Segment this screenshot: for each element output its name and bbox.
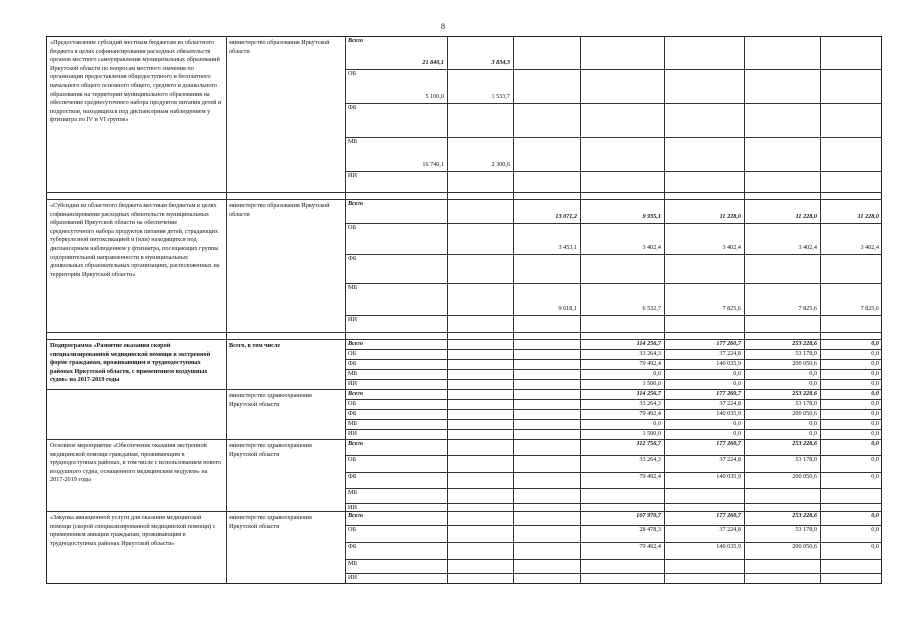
budget-value: 37 224,8: [719, 350, 741, 357]
budget-value: 140 035,9: [716, 410, 741, 417]
funding-source-label: ИИ: [348, 574, 357, 581]
table-rule: [345, 223, 882, 224]
funding-source-label: Всего: [348, 440, 363, 447]
budget-value: 177 260,7: [716, 340, 741, 347]
funding-source-label: МБ: [348, 284, 358, 291]
budget-value: 33 264,3: [639, 350, 661, 357]
budget-value: 79 492,4: [639, 360, 661, 367]
budget-value: 0,0: [871, 340, 879, 347]
table-rule: [345, 69, 882, 70]
budget-value: 0,0: [733, 370, 741, 377]
budget-value: 11 228,0: [857, 213, 879, 220]
funding-source-label: ФБ: [348, 360, 357, 367]
funding-source-label: ОБ: [348, 400, 357, 407]
table-rule: [820, 36, 821, 584]
funding-source-label: ФБ: [348, 255, 357, 262]
budget-value: 177 260,7: [716, 390, 741, 397]
funding-source-label: Всего: [348, 200, 363, 207]
funding-source-label: ФБ: [348, 410, 357, 417]
funding-source-label: ОБ: [348, 526, 357, 533]
budget-value: 0,0: [871, 390, 879, 397]
budget-value: 177 260,7: [716, 440, 741, 447]
table-rule: [46, 199, 882, 200]
executor-name: Всего, в том числе: [229, 342, 281, 349]
budget-value: 3 834,3: [491, 59, 510, 66]
budget-value: 3 402,4: [642, 244, 661, 251]
budget-value: 0,0: [871, 400, 879, 407]
budget-value: 1 500,0: [642, 430, 661, 437]
table-rule: [345, 171, 882, 172]
table-rule: [345, 137, 882, 138]
budget-value: 0,0: [871, 430, 879, 437]
budget-value: 79 492,4: [639, 543, 661, 550]
table-rule: [744, 36, 745, 584]
budget-value: 114 256,7: [636, 390, 661, 397]
budget-value: 2 300,6: [491, 161, 510, 168]
budget-value: 6 532,7: [642, 305, 661, 312]
table-rule: [345, 254, 882, 255]
table-rule: [345, 573, 882, 574]
budget-value: 3 402,4: [798, 244, 817, 251]
budget-value: 200 050,6: [792, 473, 817, 480]
table-rule: [345, 103, 882, 104]
budget-value: 0,0: [809, 430, 817, 437]
budget-value: 9 935,1: [642, 213, 661, 220]
funding-source-label: МБ: [348, 370, 358, 377]
table-rule: [46, 332, 882, 333]
budget-value: 114 256,7: [636, 340, 661, 347]
executor-name: министерство здравоохранения Иркутской области: [229, 514, 312, 530]
budget-value: 140 035,9: [716, 473, 741, 480]
budget-value: 28 478,3: [639, 526, 661, 533]
funding-source-label: ИИ: [348, 504, 357, 511]
budget-value: 0,0: [733, 380, 741, 387]
program-title: «Субсидии из областного бюджета местным бюджетам в целях софинансирования расходных обязательств муниципальных образований Иркутской области на обеспечение среднесуточного набора продуктов питания детей, страдающих туберкулезной интоксикацией и (или) находящихся под диспансерным наблюдением у фтизиатра, посещающих группы оздоровительной направленности в муниципальных дошкольных образовательных организациях, расположенных на территории Иркутской области»: [50, 202, 220, 278]
budget-value: 0,0: [871, 473, 879, 480]
budget-value: 0,0: [809, 380, 817, 387]
budget-value: 13 071,2: [555, 213, 577, 220]
table-rule: [226, 36, 227, 584]
budget-value: 5 100,0: [425, 93, 444, 100]
budget-value: 0,0: [809, 370, 817, 377]
budget-value: 253 228,6: [792, 390, 817, 397]
budget-value: 3 402,4: [860, 244, 879, 251]
funding-source-label: ИИ: [348, 430, 357, 437]
budget-value: 11 228,0: [795, 213, 817, 220]
table-rule: [345, 488, 882, 489]
table-rule: [345, 36, 346, 584]
funding-source-label: ОБ: [348, 224, 357, 231]
funding-source-label: Всего: [348, 37, 363, 44]
budget-value: 1 500,0: [642, 380, 661, 387]
budget-value: 0,0: [871, 526, 879, 533]
budget-value: 33 264,3: [639, 400, 661, 407]
table-rule: [664, 36, 665, 584]
budget-value: 53 178,0: [795, 350, 817, 357]
budget-value: 79 492,4: [639, 473, 661, 480]
budget-value: 200 050,6: [792, 543, 817, 550]
funding-source-label: ОБ: [348, 70, 357, 77]
executor-name: министерство здравоохранения Иркутской области: [229, 442, 312, 458]
table-rule: [513, 36, 514, 584]
program-title: Основное мероприятие «Обеспечение оказания экстренной медицинской помощи гражданам, проживающим в труднодоступных районах, в том числе с использованием нового воздушного судна, оснащенного медицинским модулем» на 2017-2019 годы: [50, 442, 222, 484]
budget-value: 107 970,7: [636, 512, 661, 519]
budget-value: 0,0: [871, 370, 879, 377]
funding-source-label: ИИ: [348, 316, 357, 323]
funding-source-label: ФБ: [348, 104, 357, 111]
budget-value: 140 035,9: [716, 543, 741, 550]
budget-value: 140 035,9: [716, 360, 741, 367]
budget-value: 53 178,0: [795, 456, 817, 463]
page-number: 8: [441, 22, 445, 31]
budget-value: 0,0: [871, 380, 879, 387]
program-title: «Закупка авиационной услуги для оказания медицинской помощи (скорой специализированной медицинской помощи) с применением авиации гражданам, проживающим в труднодоступных районах Иркутской области»: [50, 514, 216, 547]
executor-name: министерство образования Иркутской области: [229, 39, 330, 55]
funding-source-label: МБ: [348, 420, 358, 427]
budget-value: 0,0: [871, 410, 879, 417]
budget-value: 0,0: [871, 360, 879, 367]
funding-source-label: ИИ: [348, 380, 357, 387]
budget-value: 0,0: [871, 350, 879, 357]
budget-value: 200 050,6: [792, 410, 817, 417]
funding-source-label: Всего: [348, 512, 363, 519]
budget-value: 0,0: [733, 430, 741, 437]
table-rule: [580, 36, 581, 584]
budget-value: 0,0: [871, 420, 879, 427]
funding-source-label: ОБ: [348, 456, 357, 463]
budget-value: 11 228,0: [719, 213, 741, 220]
budget-value: 7 825,6: [860, 305, 879, 312]
budget-value: 253 228,6: [792, 440, 817, 447]
budget-value: 37 224,8: [719, 526, 741, 533]
table-rule: [345, 559, 882, 560]
budget-value: 53 178,0: [795, 526, 817, 533]
budget-value: 253 228,6: [792, 340, 817, 347]
executor-name: министерство здравоохранения Иркутской области: [229, 392, 312, 408]
budget-value: 16 740,1: [422, 161, 444, 168]
program-title: Подпрограмма «Развитие оказания скорой специализированной медицинской помощи в экстренной форме гражданам, проживающим в труднодоступных районах Иркутской области, с применением воздушных судов» на 2017-2019 годы: [50, 342, 211, 384]
funding-source-label: Всего: [348, 390, 363, 397]
budget-value: 253 228,6: [792, 512, 817, 519]
budget-value: 0,0: [653, 370, 661, 377]
budget-value: 0,0: [733, 420, 741, 427]
budget-value: 0,0: [871, 456, 879, 463]
table-rule: [345, 315, 882, 316]
budget-value: 9 618,1: [558, 305, 577, 312]
budget-value: 0,0: [871, 440, 879, 447]
budget-value: 37 224,8: [719, 400, 741, 407]
executor-name: министерство образования Иркутской области: [229, 202, 330, 218]
budget-value: 0,0: [809, 420, 817, 427]
budget-value: 37 224,8: [719, 456, 741, 463]
budget-value: 21 840,1: [422, 59, 444, 66]
budget-value: 7 825,6: [722, 305, 741, 312]
funding-source-label: ИИ: [348, 172, 357, 179]
budget-value: 1 533,7: [491, 93, 510, 100]
table-rule: [46, 192, 882, 193]
funding-source-label: ФБ: [348, 543, 357, 550]
funding-source-label: МБ: [348, 489, 358, 496]
budget-value: 200 050,6: [792, 360, 817, 367]
budget-value: 7 825,6: [798, 305, 817, 312]
budget-value: 3 453,1: [558, 244, 577, 251]
budget-value: 177 260,7: [716, 512, 741, 519]
budget-value: 33 264,3: [639, 456, 661, 463]
funding-source-label: МБ: [348, 138, 358, 145]
budget-value: 0,0: [653, 420, 661, 427]
funding-source-label: МБ: [348, 560, 358, 567]
funding-source-label: ФБ: [348, 473, 357, 480]
table-rule: [345, 283, 882, 284]
program-title: «Предоставление субсидий местным бюджетам из областного бюджета в целях софинансирования расходных обязательств органов местного самоуправления муниципальных образований Иркутской области по вопросам местного значения по организации предоставления общедоступного и бесплатного начального общего основного общего, среднего и дошкольного образования на территории муниципального образования на обеспечение среднесуточного набора продуктов питания детей и подростков, находящихся под диспансерным наблюдением у фтизиатра по IV и VI группе»: [50, 39, 222, 124]
funding-source-label: ОБ: [348, 350, 357, 357]
budget-value: 53 178,0: [795, 400, 817, 407]
budget-value: 0,0: [871, 512, 879, 519]
budget-value: 79 492,4: [639, 410, 661, 417]
table-rule: [345, 503, 882, 504]
budget-value: 3 402,4: [722, 244, 741, 251]
table-rule: [447, 36, 448, 584]
budget-value: 0,0: [871, 543, 879, 550]
budget-value: 112 756,7: [636, 440, 661, 447]
funding-source-label: Всего: [348, 340, 363, 347]
